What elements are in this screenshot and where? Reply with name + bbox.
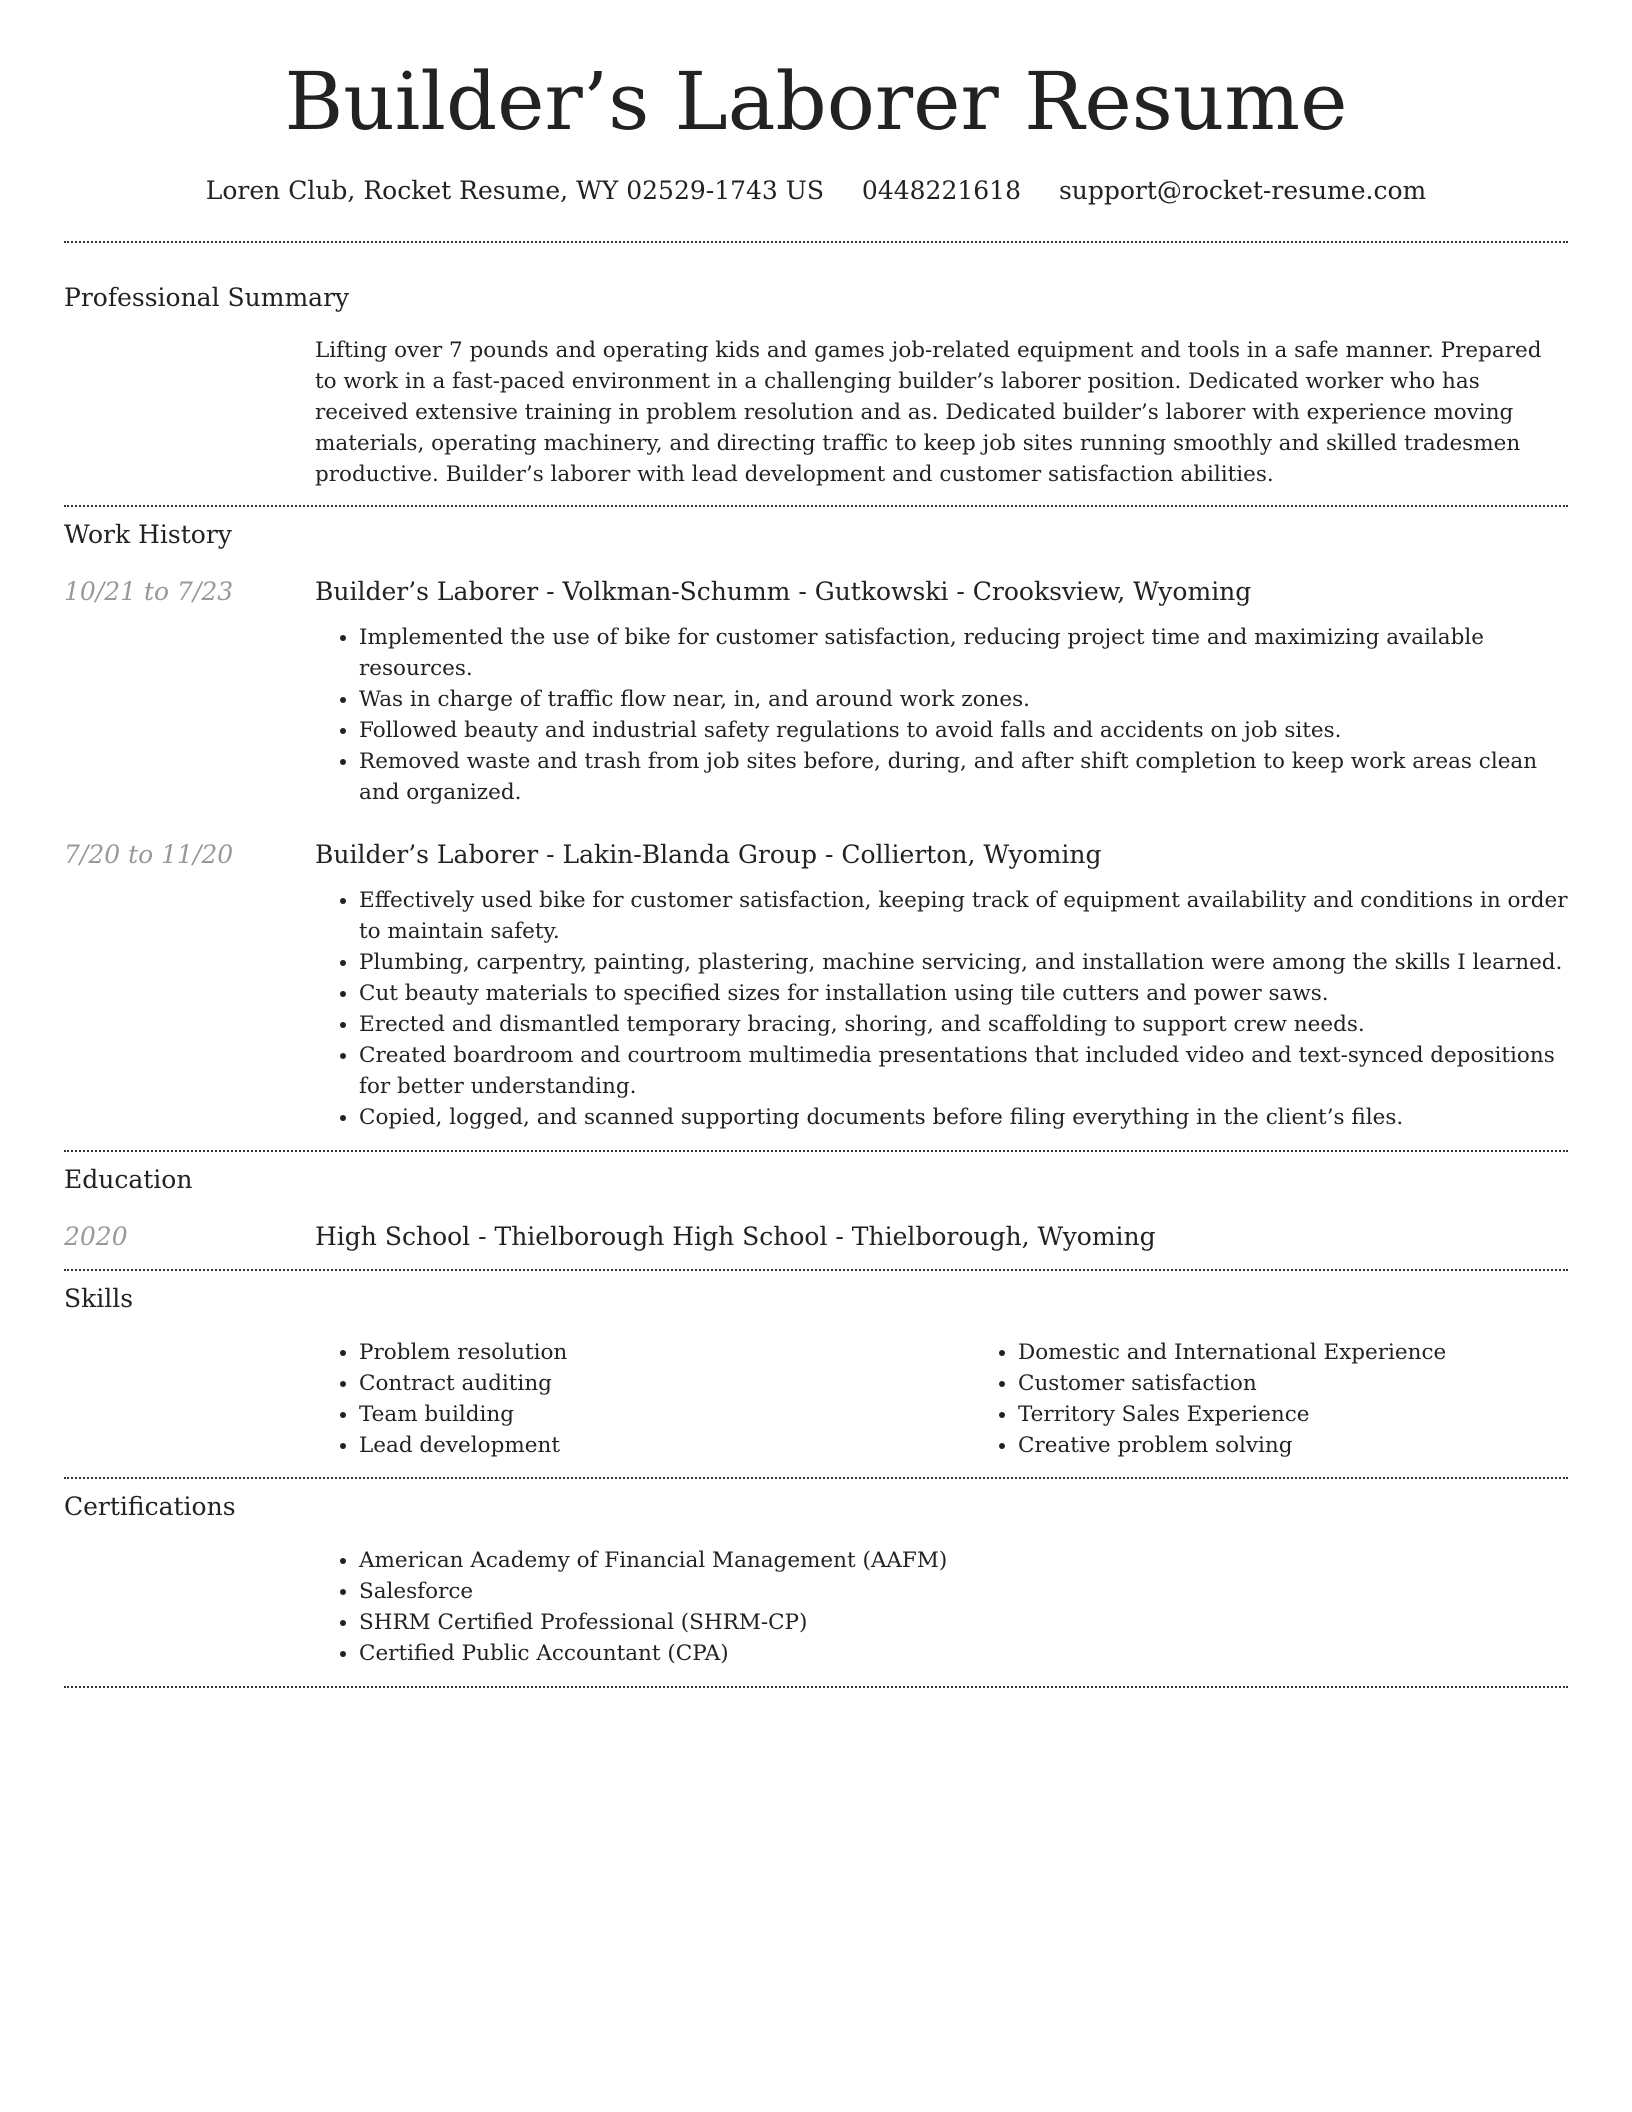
list-item: • Certified Public Accountant (CPA) [359,1638,1568,1669]
list-item: • American Academy of Financial Management (AAFM) [359,1545,1568,1576]
resume-page [64,0,1568,1688]
work-history-section [64,518,1568,1133]
summary-section [64,281,1568,490]
skills-columns [315,1337,1632,1461]
education-entry [64,1220,1568,1254]
list-item: • Salesforce [359,1576,1568,1607]
list-item: • Copied, logged, and scanned supporting documents before filing everything in the client’s files. [359,1102,1568,1133]
job-bullets [315,885,1568,1133]
list-item: • Was in charge of traffic flow near, in, and around work zones. [359,684,1568,715]
section-divider [64,1269,1568,1271]
section-divider [64,1686,1568,1688]
skills-list-left [315,1337,974,1461]
education-heading-text: High School - Thielborough High School - Thielborough, Wyoming [315,1222,1156,1251]
skills-heading: Skills [64,1284,134,1313]
list-item: • Effectively used bike for customer satisfaction, keeping track of equipment availability and conditions in order to maintain safety. [359,885,1568,947]
job-dates: 10/21 to 7/23 [64,577,234,606]
list-item: • Team building [359,1399,974,1430]
skills-section [64,1282,1568,1461]
list-item: • Erected and dismantled temporary bracing, shoring, and scaffolding to support crew needs. [359,1009,1568,1040]
contact-email: support@rocket-resume.com [1058,176,1427,205]
education-heading: Education [64,1165,193,1194]
list-item: • Followed beauty and industrial safety regulations to avoid falls and accidents on job sites. [359,715,1568,746]
section-divider [64,241,1568,243]
section-divider [64,505,1568,507]
list-item: • Removed waste and trash from job sites before, during, and after shift completion to keep work areas clean and organized. [359,746,1568,808]
job-entry [64,575,1568,808]
work-history-heading: Work History [64,520,232,549]
list-item: • Customer satisfaction [1018,1368,1632,1399]
certifications-list [315,1545,1568,1669]
education-section [64,1163,1568,1254]
section-divider [64,1477,1568,1479]
certifications-heading: Certifications [64,1492,236,1521]
list-item: • Implemented the use of bike for customer satisfaction, reducing project time and maximizing available resources. [359,622,1568,684]
summary-heading: Professional Summary [64,283,350,312]
contact-address: Loren Club, Rocket Resume, WY 02529-1743 US [205,176,824,205]
job-dates: 7/20 to 11/20 [64,840,234,869]
list-item: • Territory Sales Experience [1018,1399,1632,1430]
job-entry [64,838,1568,1133]
job-heading: Builder’s Laborer - Lakin-Blanda Group - Collierton, Wyoming [315,840,1102,869]
contact-line [64,174,1568,208]
list-item: • Contract auditing [359,1368,974,1399]
list-item: • SHRM Certified Professional (SHRM-CP) [359,1607,1568,1638]
list-item: • Problem resolution [359,1337,974,1368]
list-item: • Cut beauty materials to specified sizes for installation using tile cutters and power saws. [359,978,1568,1009]
skills-list-right [974,1337,1632,1461]
job-bullets [315,622,1568,808]
section-divider [64,1150,1568,1152]
list-item: • Creative problem solving [1018,1430,1632,1461]
job-heading: Builder’s Laborer - Volkman-Schumm - Gutkowski - Crooksview, Wyoming [315,577,1252,606]
list-item: • Lead development [359,1430,974,1461]
list-item: • Plumbing, carpentry, painting, plastering, machine servicing, and installation were among the skills I learned. [359,947,1568,978]
education-dates: 2020 [64,1222,128,1251]
resume-title: Builder’s Laborer Resume [284,55,1348,148]
certifications-section [64,1490,1568,1669]
summary-text: Lifting over 7 pounds and operating kids and games job-related equipment and tools in a safe manner. Prepared to work in a fast-paced environment in a challenging builder’s laborer position. Dedicated worker who has received extensive training in problem resolution and as. Dedicated builder’s laborer with experience moving materials, operating machinery, and directing traffic to keep job sites running smoothly and skilled tradesmen productive. Builder’s laborer with lead development and customer satisfaction abilities. [315,338,1542,487]
list-item: • Domestic and International Experience [1018,1337,1632,1368]
list-item: • Created boardroom and courtroom multimedia presentations that included video and text-synced depositions for better understanding. [359,1040,1568,1102]
contact-phone: 0448221618 [861,176,1021,205]
